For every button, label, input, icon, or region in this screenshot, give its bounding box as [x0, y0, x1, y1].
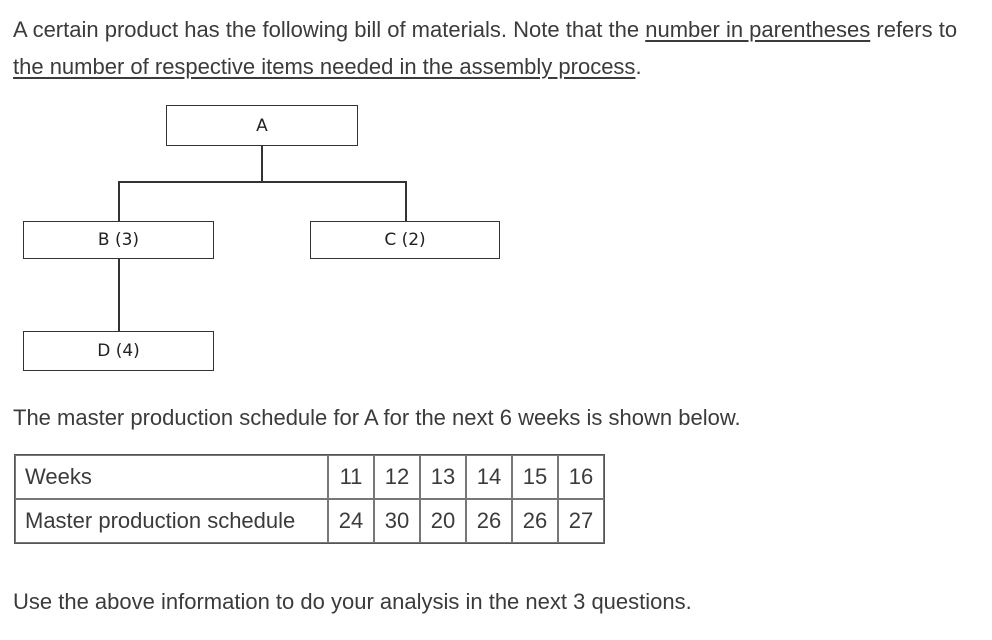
week-cell: 14	[466, 455, 512, 499]
row-label-weeks: Weeks	[15, 455, 328, 499]
week-cell: 16	[558, 455, 604, 499]
intro-underlined-1: number in parentheses	[645, 17, 871, 42]
mps-intro-text: The master production schedule for A for the next 6 weeks is shown below.	[13, 405, 741, 430]
bom-node-d-label: D (4)	[97, 341, 140, 361]
row-label-mps: Master production schedule	[15, 499, 328, 543]
bom-node-b-label: B (3)	[97, 230, 140, 250]
bom-node-c-label: C (2)	[384, 230, 426, 250]
week-cell: 11	[328, 455, 374, 499]
table-row-weeks	[15, 455, 604, 499]
bom-node-b	[23, 221, 214, 259]
table-row-mps	[15, 499, 604, 543]
quantity-cell: 30	[374, 499, 420, 543]
quantity-cell: 27	[558, 499, 604, 543]
master-production-schedule-table	[14, 454, 605, 544]
intro-text-3: .	[635, 54, 642, 79]
bom-node-a	[166, 105, 358, 146]
quantity-cell: 26	[466, 499, 512, 543]
connector-c-drop	[405, 181, 407, 222]
intro-text-1: A certain product has the following bill of materials. Note that the	[13, 17, 646, 42]
quantity-cell: 20	[420, 499, 466, 543]
footer-instruction: Use the above information to do your analysis in the next 3 questions.	[13, 589, 692, 614]
week-cell: 15	[512, 455, 558, 499]
week-cell: 12	[374, 455, 420, 499]
connector-b-to-d	[118, 258, 120, 332]
bom-node-a-label: A	[256, 116, 268, 136]
bom-node-d	[23, 331, 214, 371]
intro-underlined-2: the number of respective items needed in the assembly process	[13, 54, 636, 79]
intro-text-2: refers to	[870, 17, 958, 42]
bom-node-c	[310, 221, 500, 259]
quantity-cell: 26	[512, 499, 558, 543]
week-cell: 13	[420, 455, 466, 499]
connector-a-down	[261, 145, 263, 182]
connector-horizontal	[118, 181, 406, 183]
connector-b-drop	[118, 181, 120, 222]
quantity-cell: 24	[328, 499, 374, 543]
